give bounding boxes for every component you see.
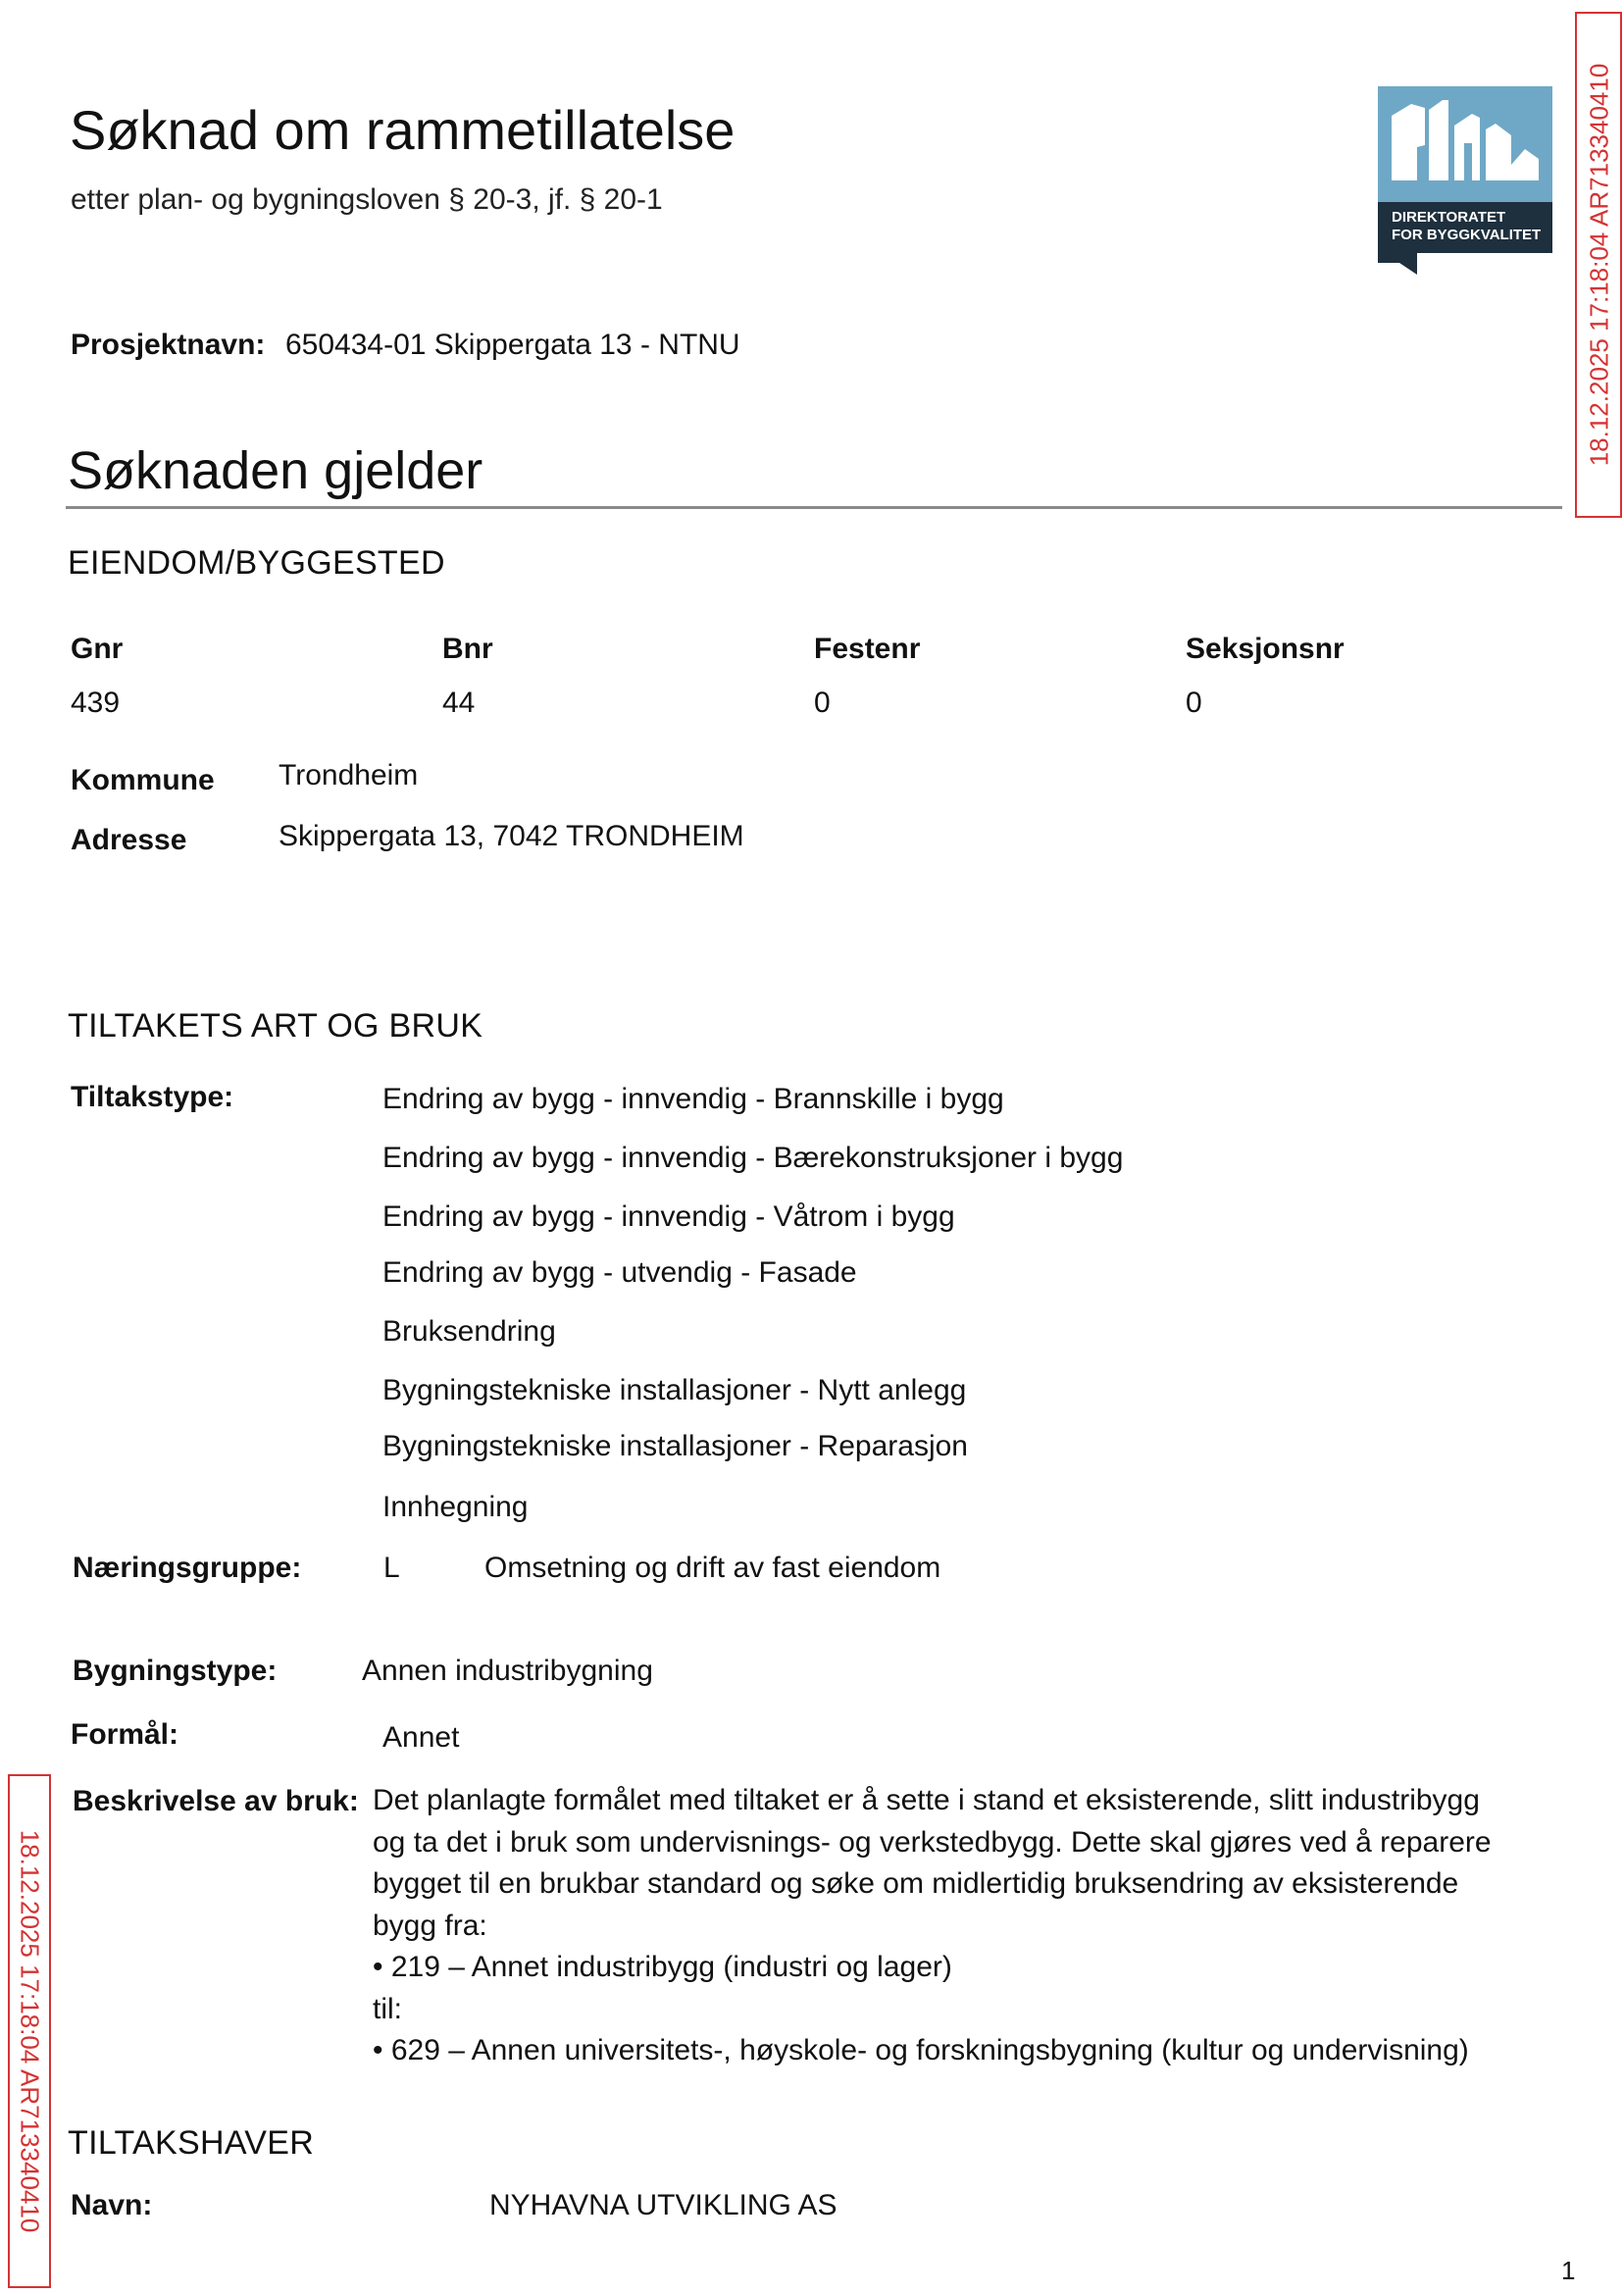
seksjonsnr-label: Seksjonsnr: [1186, 633, 1345, 665]
tiltakstype-item: Bygningstekniske installasjoner - Reparasjon: [382, 1430, 968, 1462]
beskrivelse-line: bygget til en brukbar standard og søke om midlertidig bruksendring av eksisterende: [373, 1867, 1459, 1900]
beskrivelse-line: og ta det i bruk som undervisnings- og verkstedbygg. Dette skal gjøres ved å reparere: [373, 1825, 1492, 1859]
tiltakstype-item: Endring av bygg - utvendig - Fasade: [382, 1256, 857, 1289]
tiltakstype-item: Endring av bygg - innvendig - Bærekonstruksjoner i bygg: [382, 1142, 1124, 1174]
bnr-value: 44: [442, 687, 476, 719]
dibk-logo-graphic: [1378, 86, 1552, 275]
bygningstype-value: Annen industribygning: [362, 1655, 653, 1687]
timestamp-stamp-top-text: 18.12.2025 17:18:04 AR713340410: [1584, 63, 1614, 467]
gnr-value: 439: [71, 687, 121, 719]
beskrivelse-label: Beskrivelse av bruk:: [73, 1785, 359, 1817]
page-number: 1: [1561, 2256, 1576, 2285]
logo-text-line2: FOR BYGGKVALITET: [1392, 227, 1542, 243]
project-name-label: Prosjektnavn:: [71, 329, 266, 361]
kommune-label: Kommune: [71, 764, 215, 796]
seksjonsnr-value: 0: [1186, 687, 1202, 719]
document-title: Søknad om rammetillatelse: [70, 99, 736, 161]
naeringsgruppe-label: Næringsgruppe:: [73, 1552, 302, 1584]
section-title: Søknaden gjelder: [68, 441, 483, 500]
tiltakshaver-navn-value: NYHAVNA UTVIKLING AS: [489, 2189, 837, 2221]
gnr-label: Gnr: [71, 633, 124, 665]
tiltakstype-item: Bruksendring: [382, 1315, 556, 1348]
bygningstype-label: Bygningstype:: [73, 1655, 278, 1687]
tiltakstype-item: Bygningstekniske installasjoner - Nytt anlegg: [382, 1374, 967, 1406]
logo-building-2: [1429, 100, 1448, 180]
beskrivelse-text: [373, 1780, 1549, 2072]
beskrivelse-line: Det planlagte formålet med tiltaket er å sette i stand et eksisterende, slitt industribygg: [373, 1784, 1480, 1816]
festenr-label: Festenr: [814, 633, 921, 665]
kommune-value: Trondheim: [279, 759, 419, 791]
formal-value: Annet: [382, 1721, 460, 1754]
tiltakstype-label: Tiltakstype:: [71, 1081, 234, 1113]
dibk-logo: [1378, 86, 1552, 275]
logo-text-line1: DIREKTORATET: [1392, 209, 1506, 226]
naeringsgruppe-text: Omsetning og drift av fast eiendom: [484, 1552, 941, 1584]
section-divider: [66, 506, 1562, 509]
adresse-value: Skippergata 13, 7042 TRONDHEIM: [279, 820, 744, 852]
timestamp-stamp-bottom: [8, 1774, 51, 2288]
festenr-value: 0: [814, 687, 831, 719]
tiltakshaver-heading: TILTAKSHAVER: [68, 2124, 315, 2162]
timestamp-stamp-bottom-text: 18.12.2025 17:18:04 AR713340410: [15, 1829, 45, 2233]
tiltakstype-item: Innhegning: [382, 1491, 529, 1523]
bnr-label: Bnr: [442, 633, 493, 665]
formal-label: Formål:: [71, 1718, 179, 1751]
tiltak-heading: TILTAKETS ART OG BRUK: [68, 1007, 483, 1045]
logo-tab: [1378, 253, 1417, 275]
beskrivelse-line: bygg fra:: [373, 1909, 487, 1942]
eiendom-heading: EIENDOM/BYGGESTED: [68, 544, 445, 582]
naeringsgruppe-code: L: [383, 1552, 400, 1584]
project-name-value: 650434-01 Skippergata 13 - NTNU: [285, 329, 740, 361]
tiltakshaver-navn-label: Navn:: [71, 2189, 153, 2221]
document-subtitle: etter plan- og bygningsloven § 20-3, jf. § 20-1: [71, 183, 663, 216]
adresse-label: Adresse: [71, 824, 187, 856]
beskrivelse-line: til:: [373, 1992, 402, 2025]
tiltakstype-item: Endring av bygg - innvendig - Brannskille i bygg: [382, 1083, 1004, 1115]
timestamp-stamp-top: [1575, 12, 1622, 518]
beskrivelse-line: • 219 – Annet industribygg (industri og lager): [373, 1951, 952, 1983]
tiltakstype-item: Endring av bygg - innvendig - Våtrom i bygg: [382, 1200, 955, 1233]
beskrivelse-line: • 629 – Annen universitets-, høyskole- og forskningsbygning (kultur og undervisning): [373, 2034, 1469, 2066]
